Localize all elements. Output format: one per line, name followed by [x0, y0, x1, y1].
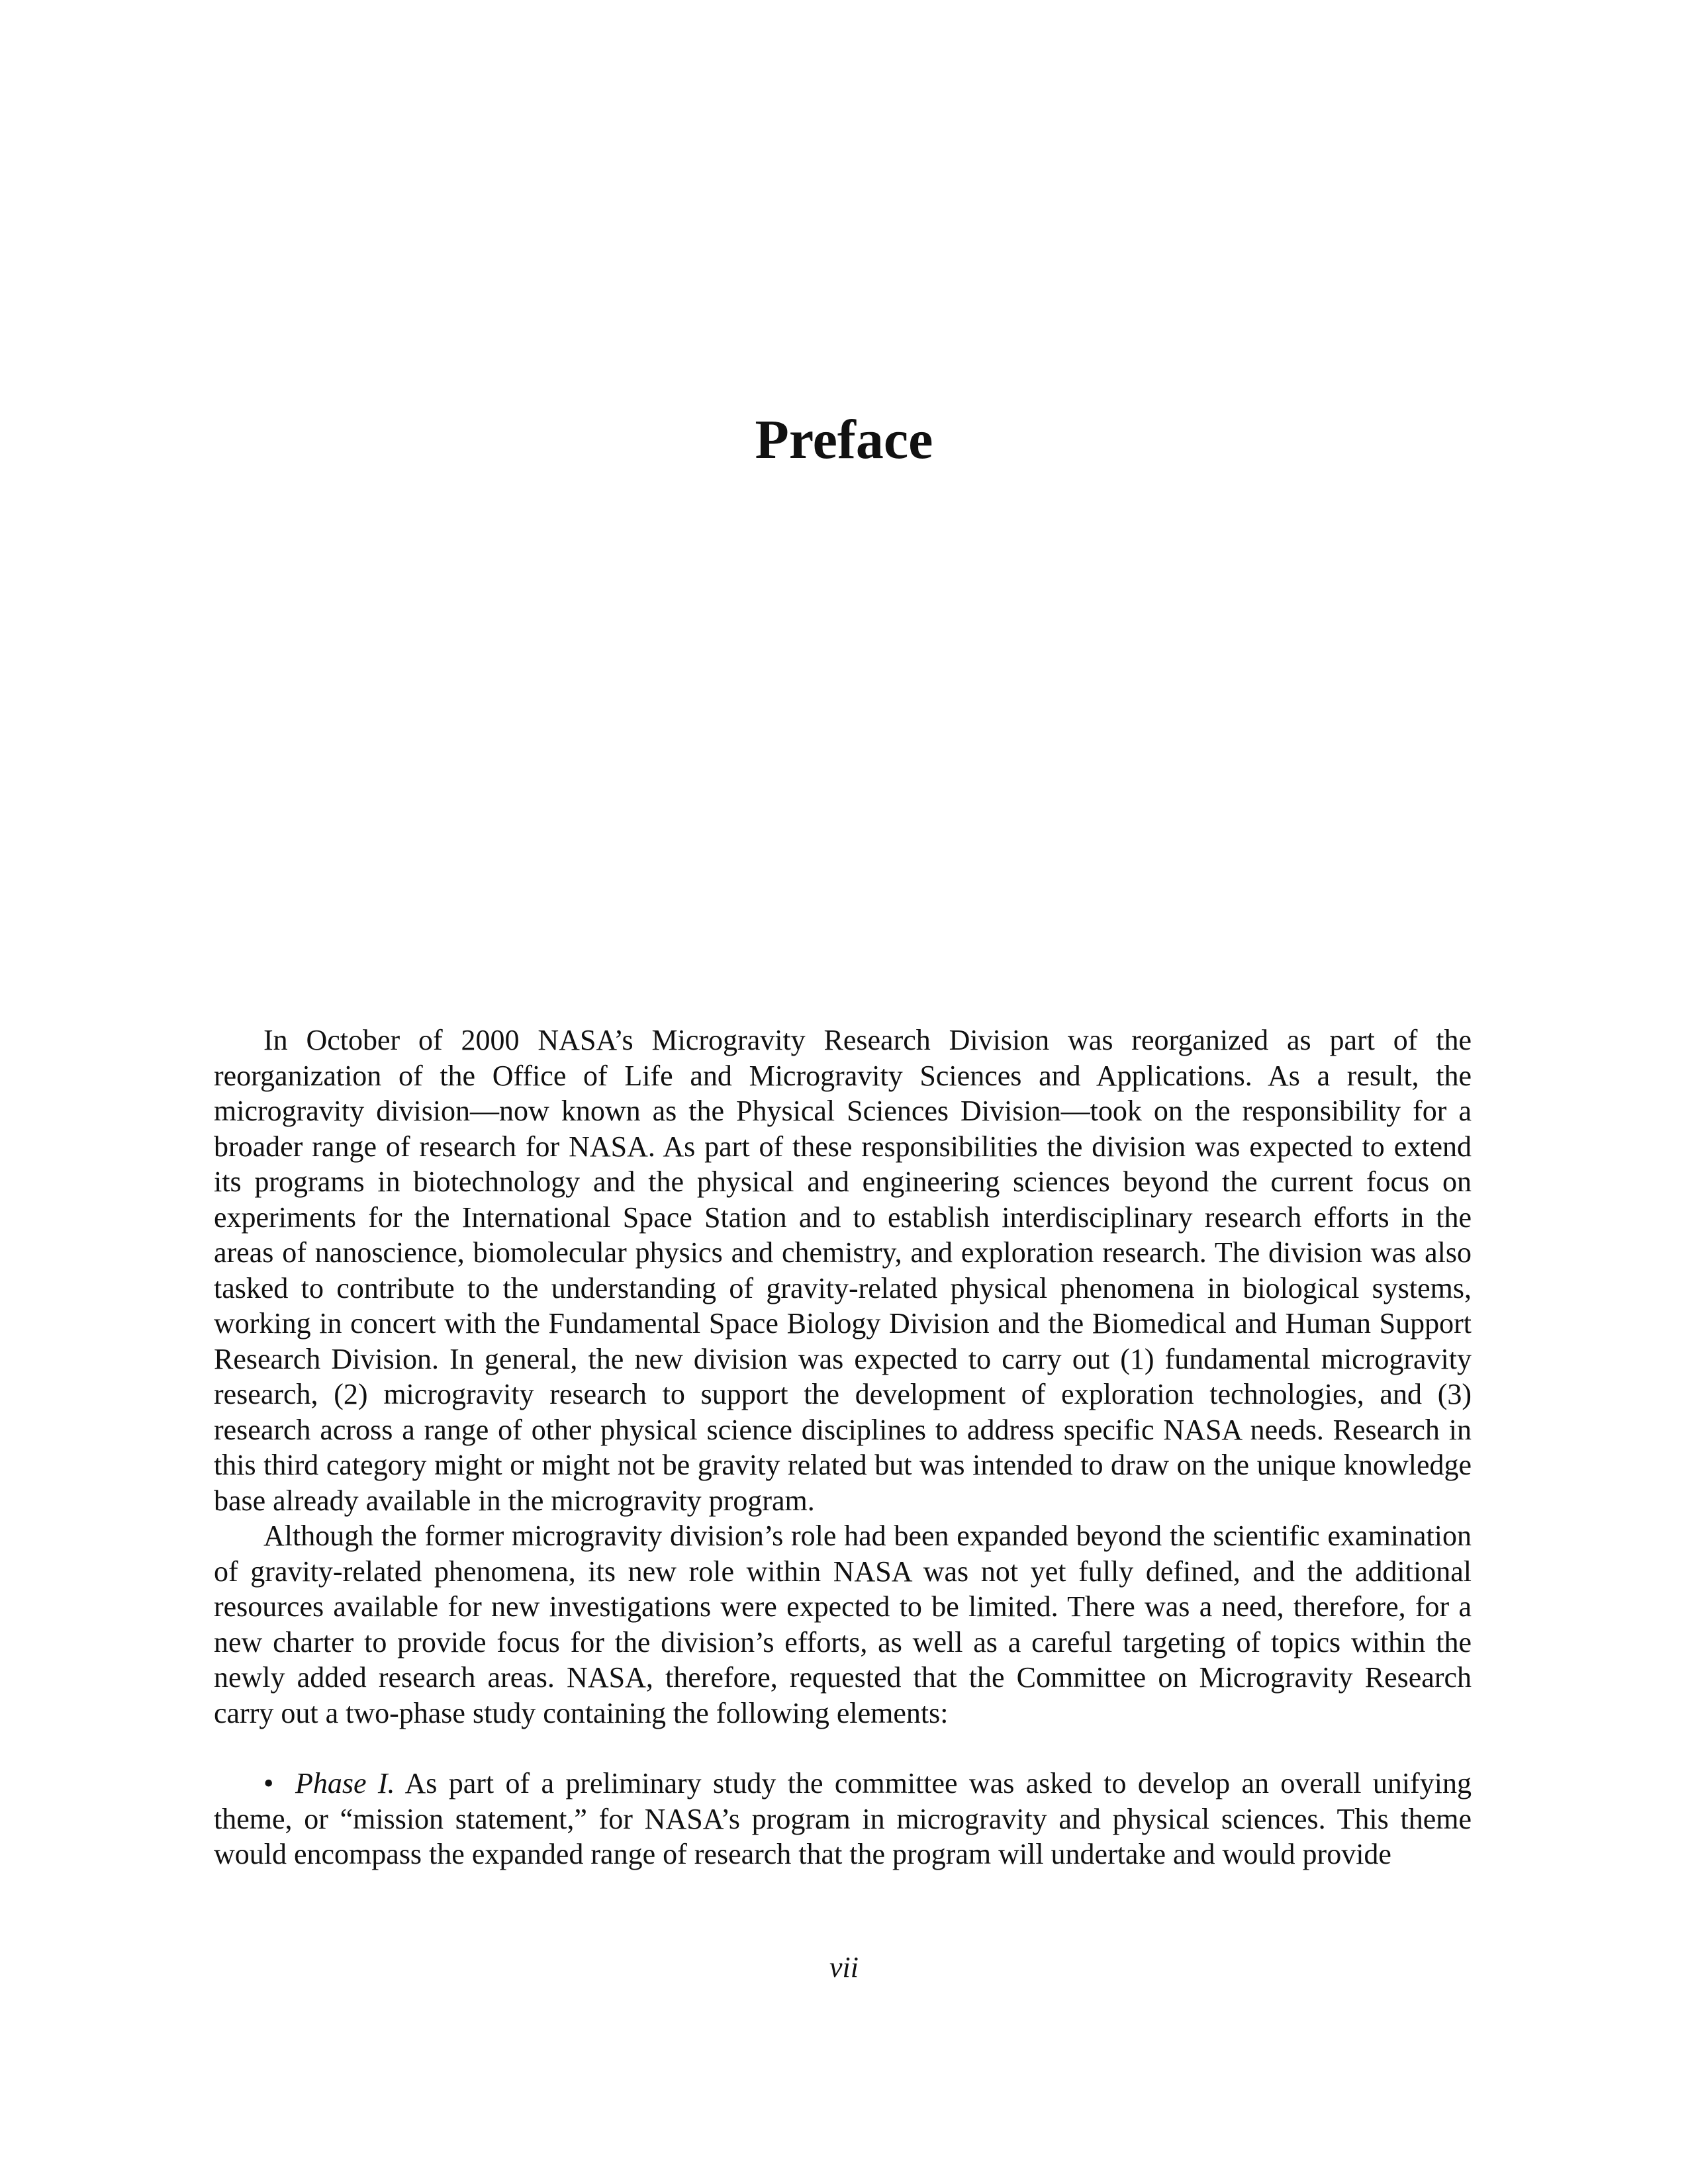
body-text	[214, 1023, 1472, 1872]
bullet-icon: •	[263, 1767, 274, 1799]
list-item	[214, 1766, 1472, 1872]
paragraph-2: Although the former microgravity division’s role had been expanded beyond the scientific examination of gravity-related phenomena, its new role within NASA was not yet fully defined, and the additional resources available for new investigations were expected to be limited. There was a need, therefore, for a new charter to provide focus for the division’s efforts, as well as a careful targeting of topics within the newly added research areas. NASA, therefore, requested that the Committee on Microgravity Research carry out a two-phase study containing the following elements:	[214, 1520, 1472, 1729]
page-title: Preface	[755, 409, 933, 471]
page-number: vii	[829, 1951, 859, 1983]
phase-label: Phase I.	[295, 1767, 395, 1799]
paragraph-1: In October of 2000 NASA’s Microgravity Research Division was reorganized as part of the reorganization of the Office of Life and Microgravity Sciences and Applications. As a result, the microgravity division—now known as the Physical Sciences Division—took on the responsibility for a broader range of research for NASA. As part of these responsibilities the division was expected to extend its programs in biotechnology and the physical and engineering sciences beyond the current focus on experiments for the International Space Station and to establish interdisciplinary research efforts in the areas of nanoscience, biomolecular physics and chemistry, and exploration research. The division was also tasked to contribute to the understanding of gravity-related physical phenomena in biological systems, working in concert with the Fundamental Space Biology Division and the Biomedical and Human Support Research Division. In general, the new division was expected to carry out (1) fundamental microgravity research, (2) microgravity research to support the development of exploration technologies, and (3) research across a range of other physical science disciplines to address specific NASA needs. Research in this third category might or might not be gravity related but was intended to draw on the unique knowledge base already available in the microgravity program.	[214, 1024, 1472, 1517]
bullet-text: As part of a preliminary study the committee was asked to develop an overall unifying theme, or “mission statement,” for NASA’s program in microgravity and physical sciences. This theme would encompass the expanded range of research that the program will undertake and would provide	[214, 1767, 1472, 1870]
bullet-list	[214, 1766, 1472, 1872]
